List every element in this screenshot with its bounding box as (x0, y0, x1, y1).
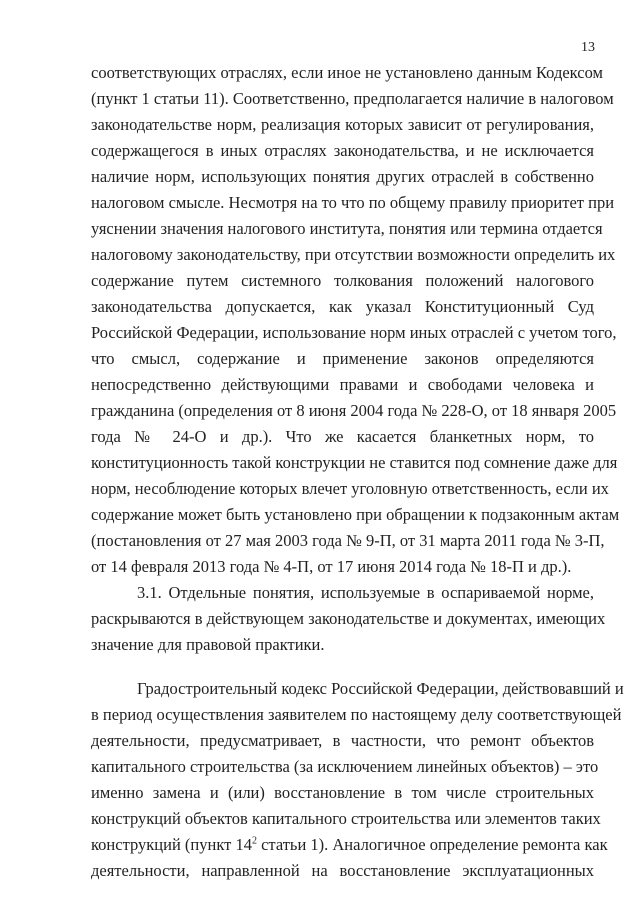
text-line: года № 24-О и др.). Что же касается бланкетных норм, то (91, 427, 594, 446)
text-line: налоговому законодательству, при отсутствии возможности определить их (91, 245, 616, 264)
paragraph-spacing (91, 658, 594, 676)
page-number: 13 (581, 40, 595, 55)
text-line: уяснении значения налогового института, понятия или термина отдается (91, 219, 603, 238)
text-line: законодательстве норм, реализация которых зависит от регулирования, (91, 115, 594, 134)
text-line: в период осуществления заявителем по настоящему делу соответствующей (91, 705, 622, 724)
document-body (91, 60, 624, 884)
text-line: содержащегося в иных отраслях законодательства, и не исключается (91, 141, 594, 160)
text-line: содержание может быть установлено при обращении к подзаконным актам (91, 505, 620, 524)
text-line: соответствующих отраслях, если иное не установлено данным Кодексом (91, 63, 603, 82)
paragraph-2 (91, 580, 606, 658)
text-line: значение для правовой практики. (91, 635, 325, 654)
paragraph-1 (91, 60, 620, 580)
text-line: капитального строительства (за исключением линейных объектов) – это (91, 757, 599, 776)
text-line: деятельности, предусматривает, в частности, что ремонт объектов (91, 731, 594, 750)
text-line-with-superscript (91, 832, 608, 858)
text-line: раскрываются в действующем законодательстве и документах, имеющих (91, 609, 606, 628)
text-line: 3.1. Отдельные понятия, используемые в оспариваемой норме, (137, 583, 594, 602)
text-line: от 14 февраля 2013 года № 4-П, от 17 июня 2014 года № 18-П и др.). (91, 557, 572, 576)
superscript: 2 (251, 835, 257, 847)
text-segment: статьи 1). Аналогичное определение ремонта как (256, 835, 608, 854)
text-line: Российской Федерации, использование норм иных отраслей с учетом того, (91, 323, 617, 342)
text-line: налоговом смысле. Несмотря на то что по общему правилу приоритет при (91, 193, 615, 212)
text-line: деятельности, направленной на восстановление эксплуатационных (91, 861, 594, 880)
text-line: непосредственно действующими правами и свободами человека и (91, 375, 594, 394)
text-line: гражданина (определения от 8 июня 2004 года № 228-О, от 18 января 2005 (91, 401, 617, 420)
paragraph-3 (91, 676, 624, 884)
text-line: что смысл, содержание и применение законов определяются (91, 349, 594, 368)
text-line: содержание путем системного толкования положений налогового (91, 271, 594, 290)
text-line: (пункт 1 статьи 11). Соответственно, предполагается наличие в налоговом (91, 89, 614, 108)
text-line: законодательства допускается, как указал Конституционный Суд (91, 297, 594, 316)
text-line: наличие норм, использующих понятия других отраслей в собственно (91, 167, 594, 186)
text-segment: конструкций (пункт 14 (91, 835, 252, 854)
text-line: Градостроительный кодекс Российской Федерации, действовавший и (137, 679, 624, 698)
text-line: норм, несоблюдение которых влечет уголовную ответственность, если их (91, 479, 609, 498)
text-line: конституционность такой конструкции не ставится под сомнение даже для (91, 453, 618, 472)
text-line: (постановления от 27 мая 2003 года № 9-П, от 31 марта 2011 года № 3-П, (91, 531, 605, 550)
text-line: именно замена и (или) восстановление в том числе строительных (91, 783, 594, 802)
text-line: конструкций объектов капитального строительства или элементов таких (91, 809, 601, 828)
